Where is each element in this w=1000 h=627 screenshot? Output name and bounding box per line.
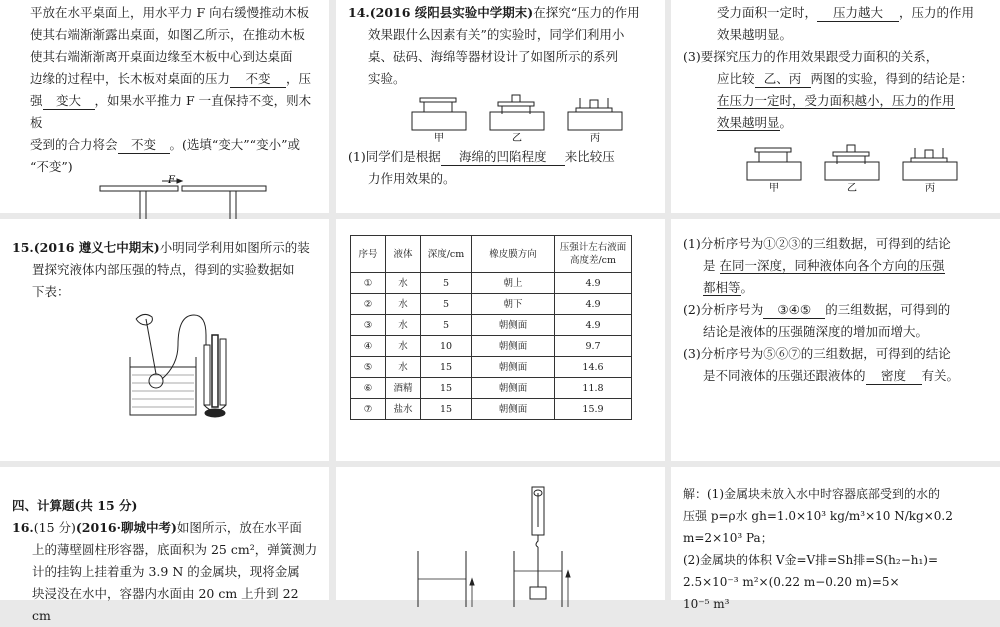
problem-source: (2016 绥阳县实验中学期末) xyxy=(369,5,534,20)
text-line: 置探究液体内部压强的特点，得到的实验数据如 xyxy=(32,262,295,277)
table-row: ⑦ 盐水 15 朝侧面 15.9 xyxy=(351,399,632,420)
text-line: 使其右端渐渐露出桌面，如图乙所示，在推动木板 xyxy=(30,27,306,42)
text-line: 效果越明显。 xyxy=(717,27,793,42)
problem-15-panel xyxy=(0,219,329,461)
problem-number: 16. xyxy=(12,520,34,535)
answer-blank: 不变 xyxy=(230,71,286,88)
answer-blank: 在同一深度，同种液体向各个方向的压强 xyxy=(719,258,945,273)
problem-14-panel xyxy=(336,0,665,213)
col-header: 橡皮膜方向 xyxy=(472,236,555,273)
text-line: 桌、砝码、海绵等器材设计了如图所示的系列 xyxy=(368,49,619,64)
text-line: (1)同学们是根据 海绵的凹陷程度 来比较压 xyxy=(348,149,615,164)
answer-blank: 密度 xyxy=(866,368,922,385)
fig-caption-a: 甲 xyxy=(769,183,779,194)
col-header: 液体 xyxy=(386,236,421,273)
container-spring-scale-figure xyxy=(336,467,665,600)
table-row: ② 水 5 朝下 4.9 xyxy=(351,294,632,315)
text-line: 16.(15 分)(2016·聊城中考)如图所示，放在水平面 xyxy=(12,520,302,535)
text-line: (2)金属块的体积 V金=V排=Sh排=S(h₂−h₁)= xyxy=(683,553,939,567)
text-line: 强 变大 ，如果水平推力 F 一直保持不变，则木板 xyxy=(30,93,312,130)
text-line: 边缘的过程中，长木板对桌面的压力 不变 ，压 xyxy=(30,71,312,86)
answer-blank: 效果越明显 xyxy=(717,115,780,130)
text-line: (2)分析序号为 ③④⑤ 的三组数据，可得到的 xyxy=(683,302,951,317)
problem-source: (2016·聊城中考) xyxy=(75,520,177,535)
text-line: 效果越明显。 xyxy=(717,115,793,130)
text-line: 是 在同一深度，同种液体向各个方向的压强 xyxy=(703,258,945,273)
problem-13-continuation-panel xyxy=(0,0,329,213)
text-line: 都相等。 xyxy=(703,280,754,295)
fig-caption-c: 丙 xyxy=(925,183,935,194)
text-line: 解：(1)金属块未放入水中时容器底部受到的水的 xyxy=(683,487,940,501)
text-line: 计的挂钩上挂着重为 3.9 N 的金属块，现将金属 xyxy=(32,564,300,579)
problem-number: 15. xyxy=(12,240,34,255)
problem-16-solution-panel xyxy=(671,467,1000,611)
text-line: 10⁻⁵ m³ xyxy=(683,597,730,611)
table-row: ⑤ 水 15 朝侧面 14.6 xyxy=(351,357,632,378)
text-line: 15.(2016 遵义七中期末)小明同学利用如图所示的装 xyxy=(12,240,310,255)
answer-blank: 海绵的凹陷程度 xyxy=(441,149,565,166)
force-label: F xyxy=(168,175,175,186)
text-line: 使其右端渐渐离开桌面边缘至木板中心到达桌面 xyxy=(30,49,293,64)
text-line: 受力面积一定时， 压力越大 ，压力的作用 xyxy=(717,5,975,20)
text-line: 效果跟什么因素有关”的实验时，同学们利用小 xyxy=(368,27,625,42)
text-line: 上的薄壁圆柱形容器，底面积为 25 cm²，弹簧测力 xyxy=(32,542,318,557)
problem-source: (2016 遵义七中期末) xyxy=(33,240,160,255)
text-line: 应比较 乙、丙 两图的实验，得到的结论是： xyxy=(717,71,974,86)
text-line: 块浸没在水中，容器内水面由 20 cm 上升到 22 cm xyxy=(32,586,299,623)
pressure-experiment-figure xyxy=(408,90,648,142)
text-line xyxy=(683,90,990,112)
text-line: 是不同液体的压强还跟液体的 密度 有关。 xyxy=(703,368,960,383)
problem-14-continuation-panel xyxy=(671,0,1000,213)
table-header-row xyxy=(351,236,632,273)
text-line: 下表： xyxy=(32,284,70,299)
fig-caption-b: 乙 xyxy=(512,133,522,144)
manometer-apparatus-figure xyxy=(122,305,262,425)
text-line: (3)要探究压力的作用效果跟受力面积的关系， xyxy=(683,49,939,64)
text-line: (1)分析序号为①②③的三组数据，可得到的结论 xyxy=(683,236,951,251)
figure-b xyxy=(162,179,266,221)
answer-blank: 变大 xyxy=(43,93,95,110)
text-line: 力作用效果的。 xyxy=(368,171,456,186)
table-row: ③ 水 5 朝侧面 4.9 xyxy=(351,315,632,336)
answer-blank: 乙、丙 xyxy=(755,71,811,88)
fig-caption-b: 乙 xyxy=(847,183,857,194)
col-header: 深度/cm xyxy=(421,236,472,273)
pressure-experiment-figure xyxy=(743,140,983,192)
col-header: 压强计左右液面高度差/cm xyxy=(555,236,632,273)
text-line: 压强 p=ρ水 gh=1.0×10³ kg/m³×10 N/kg×0.2 xyxy=(683,509,953,523)
answer-blank: 都相等 xyxy=(703,280,741,295)
answer-blank: 在压力一定时，受力面积越小，压力的作用 xyxy=(717,93,955,108)
table-row: ④ 水 10 朝侧面 9.7 xyxy=(351,336,632,357)
fig-caption-c: 丙 xyxy=(590,133,600,144)
text-line: 实验。 xyxy=(368,71,406,86)
figure-a xyxy=(100,186,178,221)
problem-15-data-table-panel xyxy=(336,219,665,461)
table-row: ⑥ 酒精 15 朝侧面 11.8 xyxy=(351,378,632,399)
text-line: m=2×10³ Pa； xyxy=(683,531,773,545)
text-line: 结论是液体的压强随深度的增加而增大。 xyxy=(703,324,929,339)
text-line: 受到的合力将会 不变 。(选填“变大”“变小”或 xyxy=(30,137,300,152)
text-line: 2.5×10⁻³ m²×(0.22 m−0.20 m)=5× xyxy=(683,575,900,589)
text-line: (3)分析序号为⑤⑥⑦的三组数据，可得到的结论 xyxy=(683,346,951,361)
text-line: “不变”) xyxy=(30,159,73,174)
text-line: 14.(2016 绥阳县实验中学期末)在探究“压力的作用 xyxy=(348,5,640,20)
problem-15-answers-panel xyxy=(671,219,1000,461)
answer-blank: ③④⑤ xyxy=(763,302,825,319)
problem-16-panel xyxy=(0,467,329,623)
col-header: 序号 xyxy=(351,236,386,273)
table-row: ① 水 5 朝上 4.9 xyxy=(351,273,632,294)
answer-blank: 压力越大 xyxy=(817,5,899,22)
problem-number: 14. xyxy=(348,5,370,20)
text-line: 平放在水平桌面上，用水平力 F 向右缓慢推动木板 xyxy=(30,5,310,20)
answer-blank: 不变 xyxy=(118,137,170,154)
fig-caption-a: 甲 xyxy=(434,133,444,144)
section-title: 四、计算题(共 15 分) xyxy=(12,498,138,513)
pressure-data-table xyxy=(350,235,632,420)
problem-16-figure-panel xyxy=(336,467,665,600)
